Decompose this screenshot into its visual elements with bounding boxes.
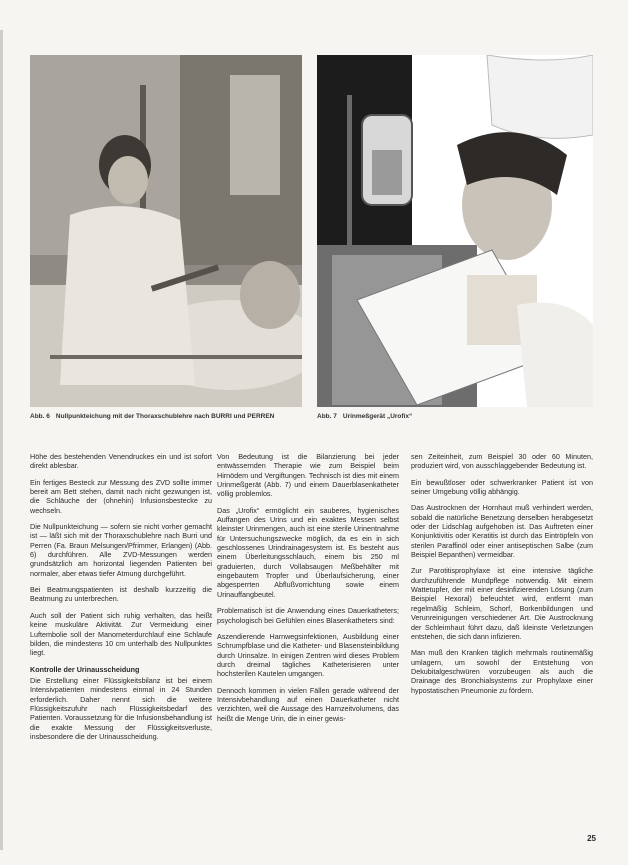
paragraph: Das Austrocknen der Hornhaut muß verhindert werden, sobald die natürliche Benetzung derselben herabgesetzt oder der Lidschlag aufgehoben ist. Das Auftreten einer Konjunktivitis oder Keratitis ist durch das Eintröpfeln von sterilen Paraffinöl oder einer antiseptischen Salbe (zum Beispiel Bepanthen) vermeidbar. bbox=[411, 503, 593, 560]
paragraph: Auch soll der Patient sich ruhig verhalten, das heißt keine muskuläre Aktivität. Zur Vermeidung einer Luftembolie soll der Manometerdurchlauf eine Schlaufe bilden, die mindestens 10 cm unterhalb des Nullpunktes liegt. bbox=[30, 610, 212, 658]
paragraph: Ein bewußtloser oder schwerkranker Patient ist von seiner Umgebung völlig abhängig. bbox=[411, 477, 593, 497]
text-column-2 bbox=[217, 452, 399, 730]
text-column-1 bbox=[30, 452, 212, 748]
text-column-3 bbox=[411, 452, 593, 702]
paragraph: Die Nullpunkteichung — sofern sie nicht vorher gemacht ist — läßt sich mit der Thoraxschublehre nach Burri und Perren (Fa. Braun Melsungen/Pfrimmer, Erlangen) (Abb. 6) durchführen. Alle ZVD-Messungen werden grundsätzlich am horizontal liegenden Patienten bei normaler, aber etwas tiefer Atmung durchgeführt. bbox=[30, 522, 212, 578]
paragraph: Das „Urofix“ ermöglicht ein sauberes, hygienisches Auffangen des Urins und ein exaktes Messen selbst kleinster Urinmengen, auch ist eine sterile Urinentnahme für Untersuchungszwecke möglich, da es ein in sich geschlossenes Urindrainagesystem ist. Es besteht aus einem Überleitungsschlauch, einem bis 250 ml graduierten, durch Vollabsaugen Meßbehälter mit eingebautem Tropfer und Überlaufsicherung, einer abgesperrten Abflußvorrichtung sowie einem Urinauffangbeutel. bbox=[217, 505, 399, 599]
paragraph: Bei Beatmungspatienten ist deshalb kurzzeitig die Beatmung zu unterbrechen. bbox=[30, 585, 212, 604]
paragraph: Problematisch ist die Anwendung eines Dauerkatheters; psychologisch bei Gefühlen eines Blasenkatheters sind: bbox=[217, 606, 399, 625]
caption-figure-6 bbox=[30, 412, 300, 421]
paragraph: Höhe des bestehenden Venendruckes ein und ist sofort direkt ablesbar. bbox=[30, 452, 212, 471]
paragraph: Aszendierende Harnwegsinfektionen, Ausbildung einer Schrumpfblase und die Katheter- und Blasensteinbildung durch Urinsalze. In einigen Zentren wird dieses Problem durch dreimal tägliches Katheterisieren unter hochsterilen Kautelen umgangen. bbox=[217, 631, 399, 679]
caption-label: Abb. 6 bbox=[30, 413, 50, 420]
paragraph: Ein fertiges Besteck zur Messung des ZVD sollte immer bereit am Bett stehen, damit nach nicht gezwungen ist, die Schläuche der (ohnehin) Infusionsbestecke zu wechseln. bbox=[30, 477, 212, 515]
paragraph: sen Zeiteinheit, zum Beispiel 30 oder 60 Minuten, produziert wird, von ausschlaggebender Bedeutung ist. bbox=[411, 452, 593, 471]
caption-figure-7 bbox=[317, 412, 587, 421]
binding-edge bbox=[0, 30, 3, 850]
paragraph: Zur Parotitisprophylaxe ist eine intensive tägliche durchzuführende Mundpflege notwendig. Mit einem Wattetupfer, der mit einer desinfizierenden Lösung (zum Beispiel Hexoral) befeuchtet wird, entfernt man regelmäßig Schleim, Schorf, Borkenbildungen und Verunreinigungen verschiedener Art. Die Austrocknung der Schleimhaut führt dazu, daß kleinste Verletzungen entstehen, die sich dann infizieren. bbox=[411, 566, 593, 641]
paragraph: Man muß den Kranken täglich mehrmals routinemäßig umlagern, um sowohl der Entstehung von Dekubitalgeschwüren vorzubeugen als auch die Drainage des Bronchialsystems zur Prophylaxe einer hypostatischen Pneumonie zu fördern. bbox=[411, 648, 593, 695]
caption-label: Abb. 7 bbox=[317, 413, 337, 420]
photo-nurse-measuring-patient bbox=[30, 55, 302, 407]
photo-nurse-urofix bbox=[317, 55, 593, 407]
paragraph: Die Erstellung einer Flüssigkeitsbilanz ist bei einem Intensivpatienten mindestens einmal in 24 Stunden erforderlich. Daher nennt sich die weitere Flüssigkeitszufuhr nach Flüssigkeitsbedarf des Patienten. Voraussetzung für die Infusionsbehandlung ist die exakte Messung der Flüssigkeitsverluste, insbesondere die der Urinausscheidung. bbox=[30, 675, 212, 741]
paragraph: Von Bedeutung ist die Bilanzierung bei jeder entwässernden Therapie wie zum Beispiel beim Hirnödem und Vergiftungen. Technisch ist dies mit einem Urinmeßgerät (Abb. 7) und einem Dauerblasenkatheter völlig problemlos. bbox=[217, 452, 399, 499]
paragraph: Dennoch kommen in vielen Fällen gerade während der Intensivbehandlung auf einen Dauerkatheter nicht verzichten, weil die Aussage des Harnzeitvolumens, das heißt die Menge Urin, die in einer gewis- bbox=[217, 685, 399, 723]
caption-text: Urinmeßgerät „Urofix“ bbox=[342, 413, 413, 420]
section-heading: Kontrolle der Urinausscheidung bbox=[30, 664, 140, 674]
page-number: 25 bbox=[587, 834, 596, 843]
caption-text: Nullpunkteichung mit der Thoraxschublehre nach BURRI und PERREN bbox=[55, 413, 275, 420]
